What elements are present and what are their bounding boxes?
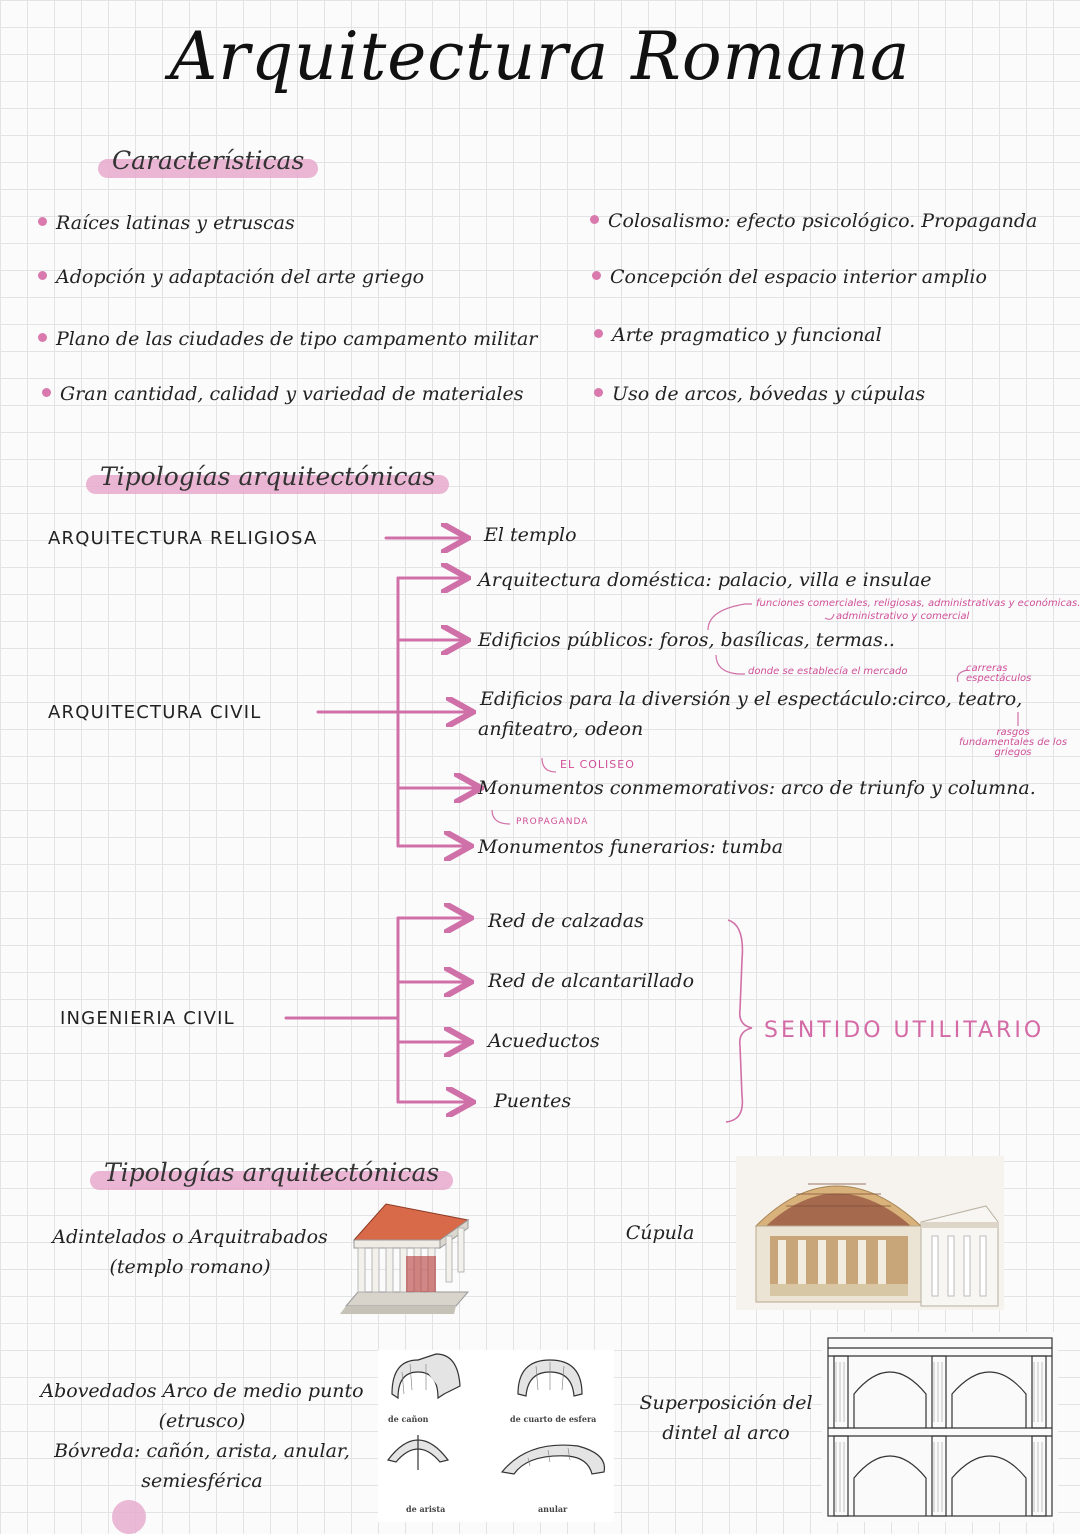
- label-bovreda: Bóvreda: cañón, arista, anular,: [54, 1440, 350, 1462]
- item-edificios-diversion-cont: anfiteatro, odeon: [478, 718, 644, 740]
- item-red-calzadas: Red de calzadas: [488, 910, 644, 932]
- page-title: Arquitectura Romana: [169, 18, 911, 95]
- note-foros: funciones comerciales, religiosas, administrativas y económicas.: [756, 598, 1080, 609]
- label-abovedados: Abovedados Arco de medio punto: [40, 1380, 364, 1402]
- vaults-image: [378, 1350, 614, 1522]
- temple-image: [336, 1196, 476, 1320]
- caption-cuarto-esfera: de cuarto de esfera: [510, 1414, 597, 1424]
- label-adintelados: Adintelados o Arquitrabados: [52, 1226, 328, 1248]
- label-cupula: Cúpula: [625, 1222, 695, 1244]
- label-dintel-arco: dintel al arco: [662, 1422, 790, 1444]
- bullet-item: Gran cantidad, calidad y variedad de materiales: [42, 383, 524, 405]
- section-heading-tipologias: Tipologías arquitectónicas: [86, 462, 449, 491]
- note-rasgos: rasgos fundamentales de los griegos: [958, 727, 1068, 758]
- label-etrusco: (etrusco): [158, 1410, 246, 1432]
- label-arquitectura-civil: ARQUITECTURA CIVIL: [48, 702, 262, 723]
- item-edificios-diversion: Edificios para la diversión y el espectáculo:circo, teatro,: [480, 688, 1023, 710]
- pink-dot-decoration: [112, 1500, 146, 1534]
- item-acueductos: Acueductos: [488, 1030, 600, 1052]
- item-monumentos-conmemorativos: Monumentos conmemorativos: arco de triunfo y columna.: [478, 777, 1036, 799]
- note-carreras: carreras espectáculos: [966, 663, 1032, 684]
- section-heading-tipologias-2: Tipologías arquitectónicas: [90, 1158, 453, 1187]
- label-templo-romano: (templo romano): [109, 1256, 271, 1278]
- arcade-image: [822, 1332, 1058, 1522]
- label-semiesferica: semiesférica: [141, 1470, 263, 1492]
- bullet-item: Colosalismo: efecto psicológico. Propaganda: [590, 210, 1037, 232]
- note-propaganda: PROPAGANDA: [516, 817, 589, 827]
- bullet-item: Adopción y adaptación del arte griego: [38, 266, 424, 288]
- item-monumentos-funerarios: Monumentos funerarios: tumba: [478, 836, 784, 858]
- note-el-coliseo: EL COLISEO: [560, 758, 635, 771]
- note-sentido-utilitario: SENTIDO UTILITARIO: [764, 1018, 1045, 1043]
- bullet-item: Raíces latinas y etruscas: [38, 212, 295, 234]
- note-mercado: donde se establecía el mercado: [748, 666, 908, 677]
- bullet-item: Concepción del espacio interior amplio: [592, 266, 987, 288]
- item-puentes: Puentes: [494, 1090, 572, 1112]
- bullet-item: Uso de arcos, bóvedas y cúpulas: [594, 383, 925, 405]
- item-edificios-publicos: Edificios públicos: foros, basílicas, termas..: [478, 629, 895, 651]
- item-el-templo: El templo: [484, 524, 577, 546]
- caption-arista: de arista: [406, 1504, 446, 1514]
- label-arquitectura-religiosa: ARQUITECTURA RELIGIOSA: [48, 528, 318, 549]
- label-superposicion: Superposición del: [639, 1392, 813, 1414]
- note-basilicas: administrativo y comercial: [836, 611, 970, 622]
- item-red-alcantarillado: Red de alcantarillado: [488, 970, 695, 992]
- item-arquitectura-domestica: Arquitectura doméstica: palacio, villa e insulae: [478, 569, 932, 591]
- bullet-item: Plano de las ciudades de tipo campamento militar: [38, 328, 537, 350]
- section-heading-caracteristicas: Características: [98, 146, 318, 175]
- caption-anular: anular: [538, 1504, 568, 1514]
- pantheon-image: [736, 1156, 1004, 1310]
- label-ingenieria-civil: INGENIERIA CIVIL: [60, 1008, 235, 1029]
- bullet-item: Arte pragmatico y funcional: [594, 324, 882, 346]
- caption-canon: de cañon: [388, 1414, 429, 1424]
